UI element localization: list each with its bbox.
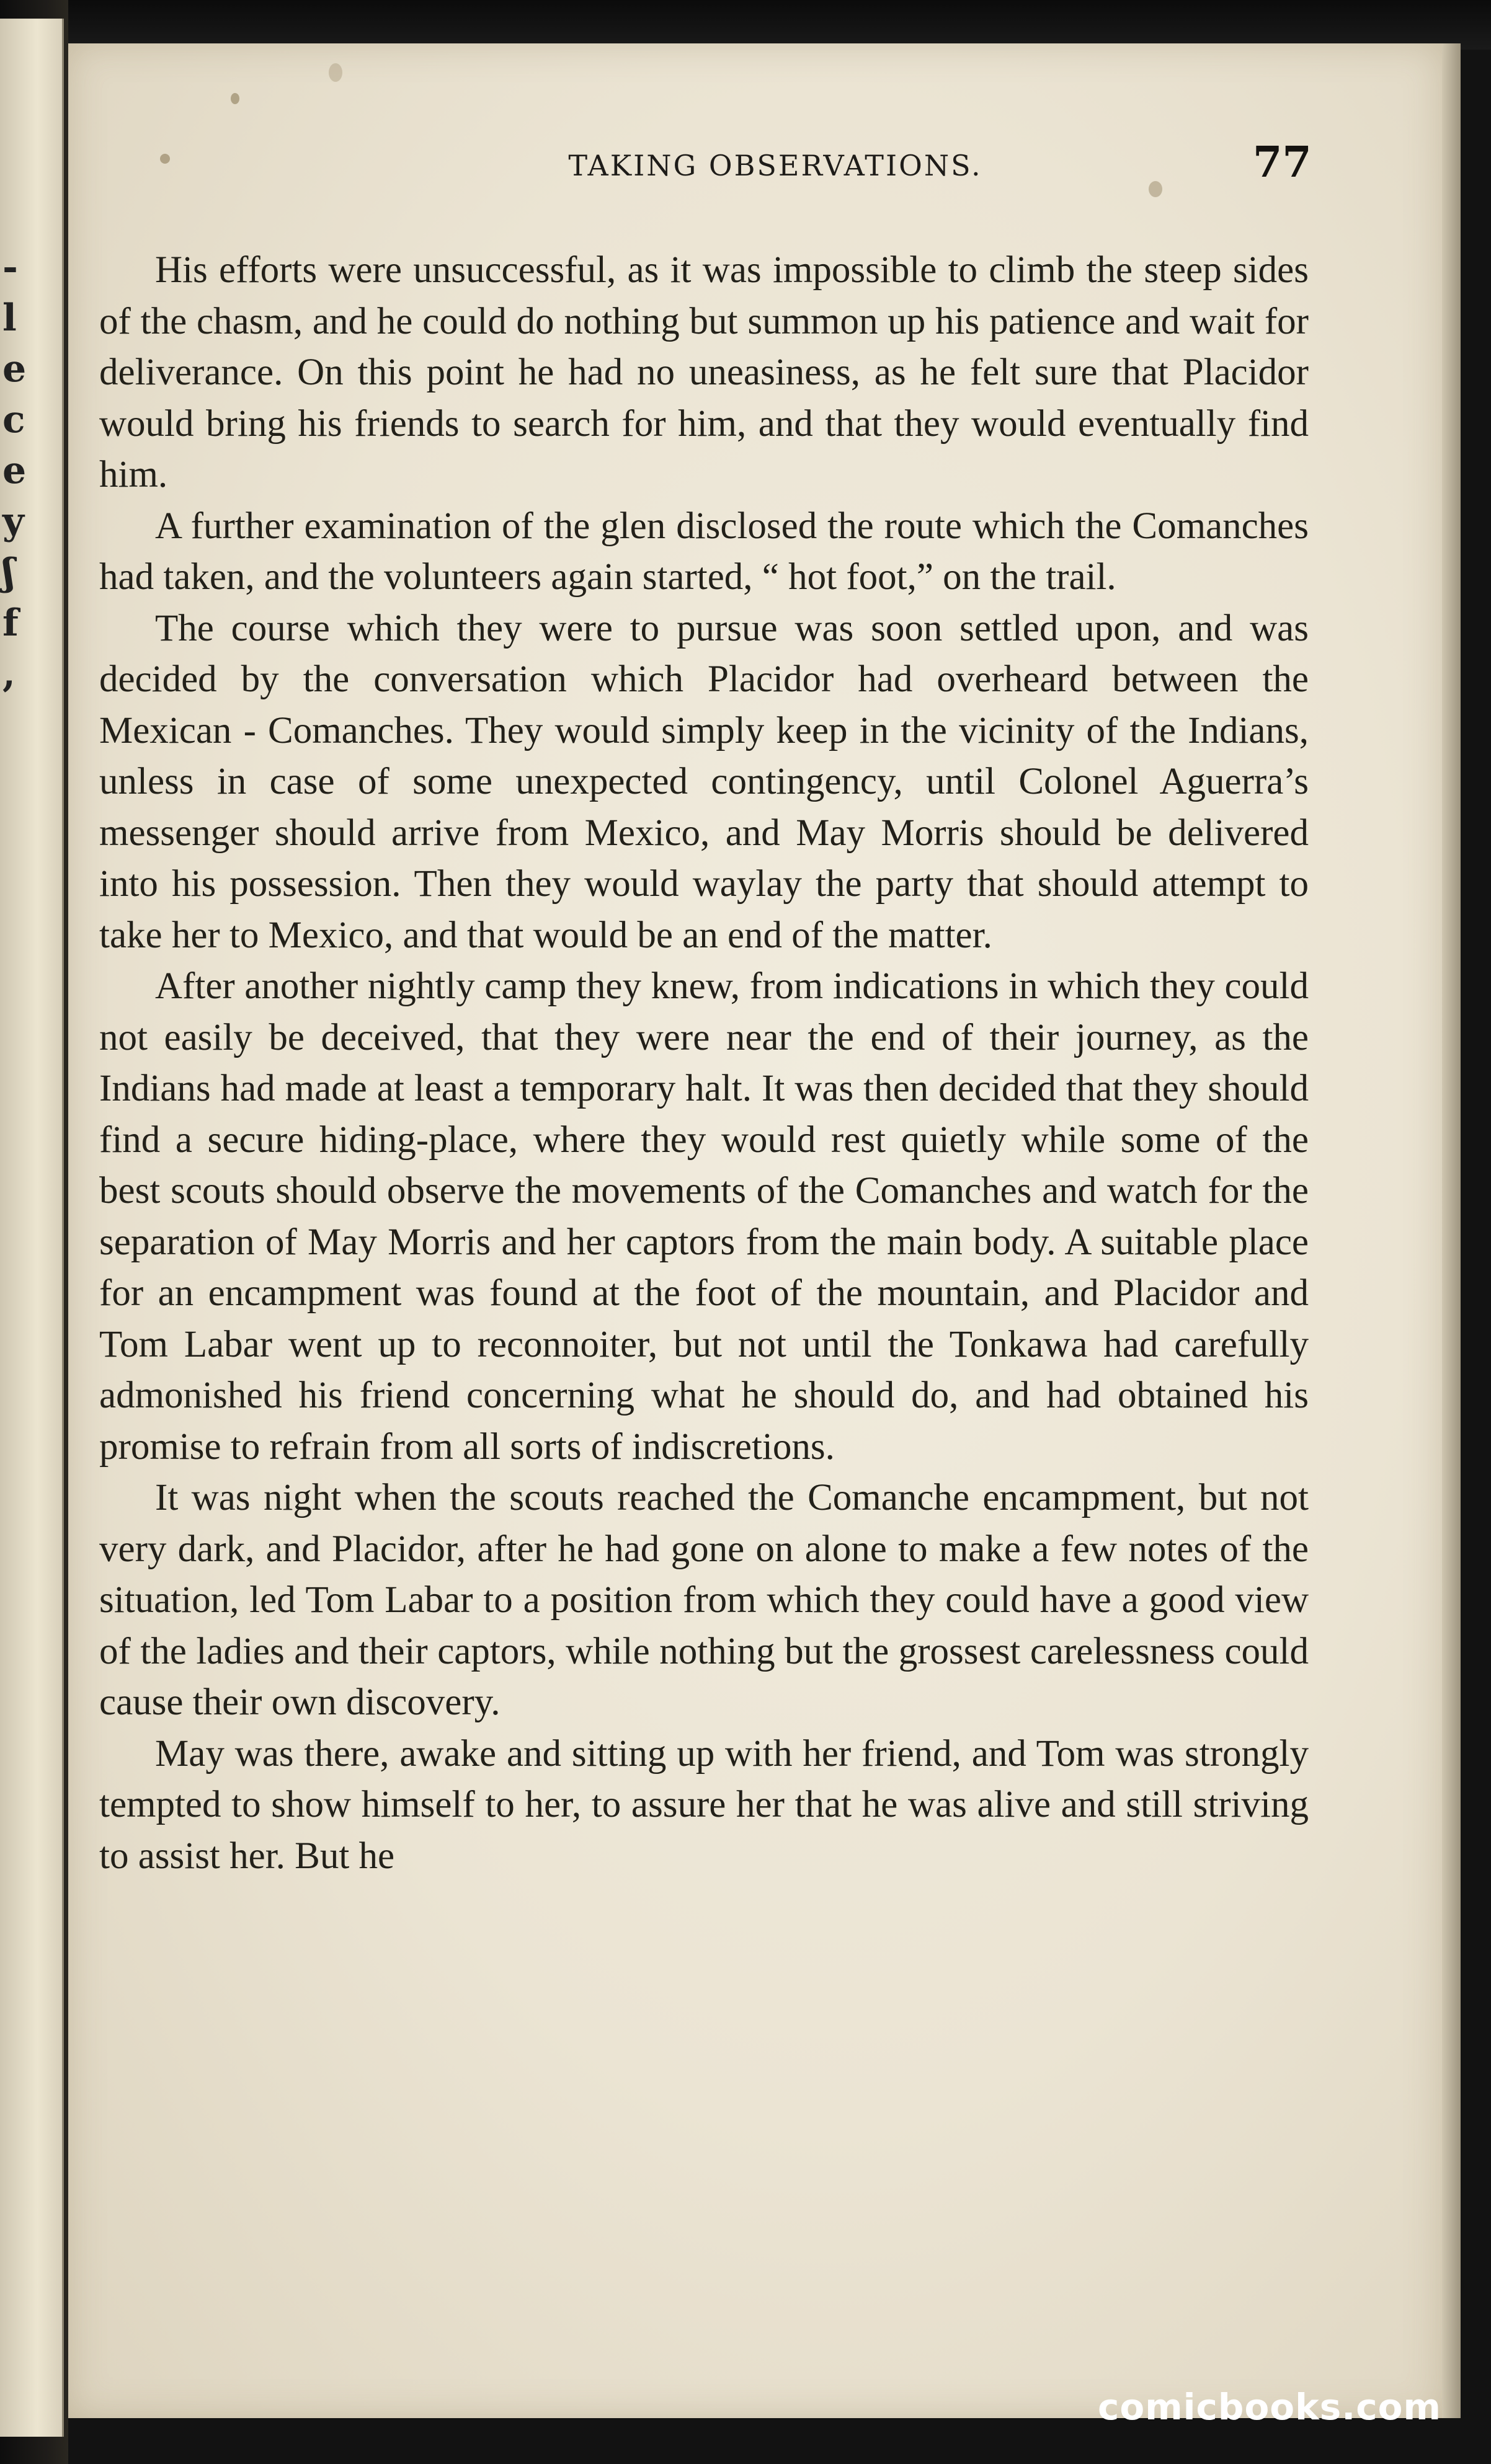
page-number: 77 — [1253, 138, 1312, 187]
paragraph: It was night when the scouts reached the Comanche encampment, but not very dark, and Placidor, after he had gone on alone to make a few notes of the situation, led Tom Labar to a position from which they could have a good view of the ladies and their captors, while nothing but the grossest carelessness could cause their own discovery. — [99, 1477, 1309, 1723]
paragraph: His efforts were unsuccessful, as it was impossible to climb the steep sides of the chasm, and he could do nothing but summon up his patience and wait for deliverance. On this point he had no uneasiness, as he felt sure that Placidor would bring his friends to search for him, and that they would eventually find him. — [99, 249, 1309, 495]
watermark: comicbooks.com — [1098, 2386, 1441, 2428]
paper-speck — [160, 154, 170, 164]
paragraph: The course which they were to pursue was soon settled upon, and was decided by the conversation which Placidor had overheard between the Mexican - Comanches. They would simply keep in the vicinity of the Indians, unless in case of some unexpected contingency, until Colonel Aguerra’s messenger should arrive from Mexico, and May Morris should be delivered into his possession. Then they would waylay the party that should attempt to take her to Mexico, and that would be an end of the matter. — [99, 607, 1309, 956]
prev-letter: f — [2, 601, 19, 645]
paper-speck — [1149, 181, 1162, 197]
prev-letter: c — [2, 398, 25, 441]
previous-page-edge — [0, 19, 64, 2437]
prev-letter: , — [2, 652, 16, 696]
paper-speck — [231, 93, 239, 104]
paragraph: May was there, awake and sitting up with her friend, and Tom was strongly tempted to show himself to her, to assure her that he was alive and still striving to assist her. But he — [99, 1732, 1309, 1877]
prev-letter: e — [2, 449, 27, 492]
prev-letter: ʃ — [2, 551, 15, 594]
prev-letter: l — [2, 296, 17, 340]
prev-letter: y — [2, 500, 24, 543]
paper-speck — [329, 63, 342, 82]
body-text — [99, 245, 1309, 1882]
prev-letter: - — [2, 246, 18, 289]
previous-page-letters — [2, 242, 27, 699]
paragraph: After another nightly camp they knew, from indications in which they could not easily be deceived, that they were near the end of their journey, as the Indians had made at least a temporary halt. It was then decided that they should find a secure hiding-place, where they would rest quietly while some of the best scouts should observe the movements of the Comanches and watch for the separation of May Morris and her captors from the main body. A suitable place for an encampment was found at the foot of the mountain, and Placidor and Tom Labar went up to reconnoiter, but not until the Tonkawa had carefully admonished his friend concerning what he should do, and had obtained his promise to refrain from all sorts of indiscretions. — [99, 965, 1309, 1468]
prev-letter: e — [2, 347, 27, 391]
page-right-edge — [1442, 43, 1461, 2418]
running-head: TAKING OBSERVATIONS. — [568, 149, 982, 182]
paragraph: A further examination of the glen disclosed the route which the Comanches had taken, and the volunteers again started, “ hot foot,” on the trail. — [99, 505, 1309, 598]
scan-background-top — [0, 0, 1491, 50]
